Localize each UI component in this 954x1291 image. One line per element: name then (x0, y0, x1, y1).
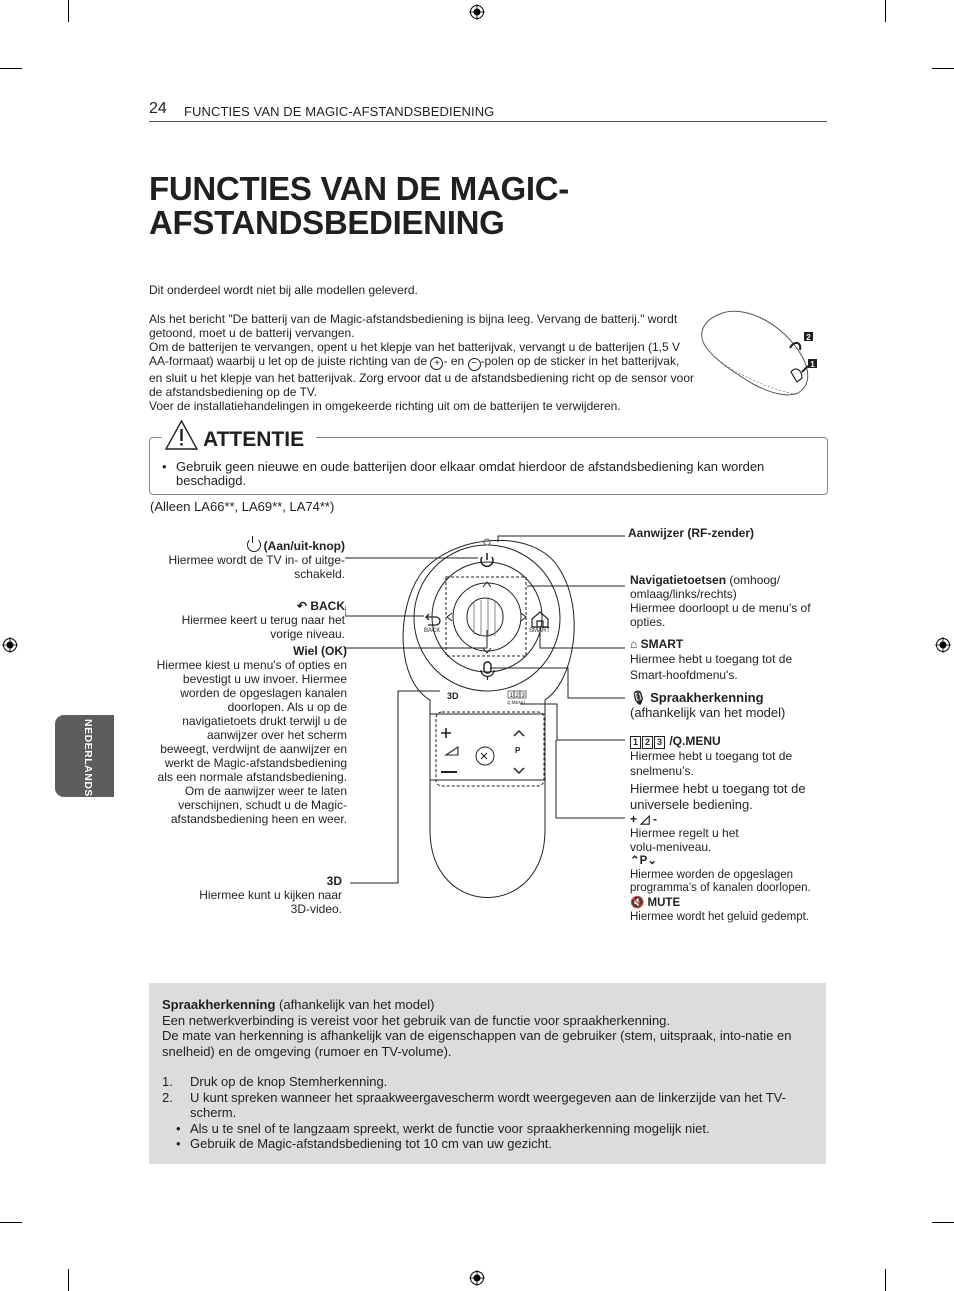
voice-callout-title: Spraakherkenning (650, 690, 764, 705)
callout-mute (630, 897, 825, 924)
volume-minus-label: - (652, 812, 657, 826)
callout-3d (150, 874, 342, 916)
intro-sentence: Om de batterijen te vervangen, opent u het klepje van het batterijvak, vervangt u de batterijen (1,5 V AA-formaat) waarbij u let op de juiste richting van de (149, 340, 680, 368)
smart-home-icon: ⌂ (630, 637, 638, 651)
callout-qmenu (630, 734, 825, 813)
power-icon (247, 538, 261, 552)
nav-callout-desc: Hiermee doorloopt u de menu’s of opties. (630, 601, 811, 629)
qmenu-callout-title: /Q.MENU (669, 734, 721, 748)
callout-program (630, 855, 825, 896)
power-icon (481, 553, 493, 566)
magic-remote-diagram (345, 528, 638, 943)
mute-button (476, 747, 494, 765)
intro-text (149, 283, 694, 413)
battery-step-label: 2 (806, 333, 811, 342)
callout-back (150, 599, 345, 641)
running-header: FUNCTIES VAN DE MAGIC-AFSTANDSBEDIENING (184, 104, 495, 119)
attention-heading (162, 417, 316, 455)
step-number: 2. (162, 1089, 173, 1105)
minus-pole-icon: − (468, 358, 481, 371)
registration-mark-icon (469, 1270, 485, 1286)
crop-mark (932, 1222, 954, 1223)
back-icon (426, 614, 440, 625)
crop-mark (885, 1269, 886, 1291)
mute-callout-desc: Hiermee wordt het geluid gedempt. (630, 910, 809, 923)
callout-lines (345, 536, 625, 883)
3d-callout-desc: Hiermee kunt u kijken naar 3D-video. (199, 888, 342, 916)
intro-sentence: Voer de installatiehandelingen in omgekeerde richting uit om de batterijen te verwijderen. (149, 399, 621, 413)
smart-callout-desc: Hiermee hebt u toegang tot de Smart-hoofdmenu's. (630, 652, 793, 682)
page-title-line: FUNCTIES VAN DE MAGIC- (149, 170, 569, 207)
pointer-window (484, 539, 490, 545)
callout-pointer (628, 526, 823, 540)
registration-mark-icon (935, 637, 951, 653)
note-step (162, 1090, 802, 1121)
attention-bullet-text: Gebruik geen nieuwe en oude batterijen door elkaar omdat hierdoor de afstandsbediening kan worden beschadigd. (176, 459, 765, 488)
wheel-grip (474, 599, 495, 637)
qmenu-digit-box: 1 (630, 736, 641, 749)
pointer-callout-title: Aanwijzer (RF-zender) (628, 526, 755, 540)
callout-wheel (150, 644, 347, 826)
callout-power (150, 538, 345, 581)
nav-callout-paren: (omhoog/ omlaag/links/rechts) (630, 573, 781, 601)
volume-up-icon (441, 728, 451, 738)
bullet-icon: • (162, 459, 167, 474)
callout-volume (630, 812, 825, 854)
microphone-icon: 🎙 (630, 690, 647, 705)
power-callout-desc: Hiermee wordt de TV in- of uitge-schakeld. (168, 553, 345, 581)
qmenu-button-label: Q.MENU (507, 700, 525, 705)
nav-callout-title: Navigatietoetsen (630, 573, 727, 587)
note-heading (162, 997, 802, 1013)
callout-smart (630, 637, 820, 683)
qmenu-digit: 2 (515, 693, 519, 699)
ok-wheel (467, 598, 503, 636)
note-line: De mate van herkenning is afhankelijk van de eigenschappen van de gebruiker (stem, uitspraak, into-natie en snelheid) en de omgeving (rumoer en TV-volume). (162, 1028, 792, 1059)
attention-title: ATTENTIE (203, 428, 305, 451)
mute-icon (481, 753, 487, 759)
bullet-icon: • (176, 1120, 181, 1136)
header-rule (149, 121, 827, 122)
note-title: Spraakherkenning (162, 997, 276, 1012)
program-callout-desc: Hiermee worden de opgeslagen programma’s of kanalen doorlopen. (630, 868, 811, 894)
note-line: Een netwerkverbinding is vereist voor het gebruik van de functie voor spraakherkenning. (162, 1012, 671, 1028)
volume-icon (446, 747, 458, 755)
mute-callout-title: MUTE (647, 897, 681, 909)
volume-plus-label: + (630, 812, 638, 826)
note-bullet (162, 1121, 802, 1137)
intro-sentence: Als het bericht "De batterij van de Magic-afstandsbediening is bijna leeg. Vervang de batterij." wordt getoond, moet u de batterij vervangen. (149, 312, 678, 340)
intro-paragraph (149, 312, 694, 413)
back-callout-desc: Hiermee keert u terug naar het vorige niveau. (181, 613, 345, 641)
microphone-icon (484, 662, 491, 673)
registration-mark-icon (2, 637, 18, 653)
qmenu-digit-box: 2 (642, 736, 653, 749)
power-callout-title: (Aan/uit-knop) (263, 539, 345, 553)
3d-callout-title: 3D (326, 874, 342, 888)
note-step (162, 1074, 802, 1090)
qmenu-digit-box: 3 (654, 736, 665, 749)
volume-callout-desc: Hiermee regelt u het volu-meniveau. (630, 826, 739, 854)
attention-bullet (162, 460, 802, 488)
warning-icon (164, 419, 199, 451)
program-callout-title: P (639, 855, 648, 867)
back-button-label: BACK (424, 628, 441, 634)
bullet-text: Gebruik de Magic-afstandsbediening tot 10 cm van uw gezicht. (190, 1136, 553, 1151)
chevron-down-icon: ⌄ (647, 855, 657, 867)
intro-paragraph: Dit onderdeel wordt niet bij alle modellen geleverd. (149, 283, 418, 297)
voice-callout-desc: (afhankelijk van het model) (630, 705, 786, 720)
bullet-icon: • (176, 1136, 181, 1151)
chevron-up-icon: ⌃ (630, 855, 640, 867)
battery-cover-illustration (698, 300, 826, 400)
note-bullet (162, 1136, 802, 1152)
intro-sentence: - en (443, 354, 468, 368)
registration-mark-icon (469, 4, 485, 20)
page-number: 24 (149, 100, 167, 117)
crop-mark (885, 0, 886, 22)
battery-step-label: 1 (810, 360, 815, 369)
smart-callout-title: SMART (640, 637, 684, 651)
callout-voice (630, 690, 825, 720)
qmenu-callout-desc: Hiermee hebt u toegang tot de universele bediening. (630, 781, 806, 812)
crop-mark (68, 0, 69, 22)
step-text: U kunt spreken wanneer het spraakweergavescherm wordt weergegeven aan de linkerzijde van het TV-scherm. (190, 1089, 786, 1120)
wheel-callout-title: Wiel (OK) (293, 644, 347, 658)
intro-sentence: -polen op de sticker in het batterijvak, en sluit u het klepje van het batterijvak. Zorg ervoor dat u de afstandsbediening richt op de sensor voor de afstandsbediening op de TV. (149, 354, 694, 399)
qmenu-digit: 3 (521, 693, 525, 699)
qmenu-digit: 1 (509, 693, 513, 699)
page-title (149, 172, 569, 240)
volume-icon: ◿ (640, 812, 650, 826)
smart-button-label: SMART (529, 628, 550, 634)
language-label: NEDERLANDS (82, 719, 94, 797)
bullet-text: Als u te snel of te langzaam spreekt, werkt de functie voor spraakherkenning mogelijk niet. (190, 1120, 710, 1136)
program-button-label: P (515, 746, 521, 755)
plus-pole-icon: + (430, 357, 443, 370)
note-title-paren: (afhankelijk van het model) (275, 997, 435, 1012)
back-callout-title: BACK (310, 599, 345, 613)
crop-mark (932, 68, 954, 69)
smart-home-icon (532, 612, 548, 627)
note-bullets (162, 1121, 802, 1152)
mute-icon: 🔇 (630, 897, 645, 909)
crop-mark (0, 1222, 22, 1223)
voice-recognition-note (149, 983, 826, 1164)
crop-mark (68, 1269, 69, 1291)
step-text: Druk op de knop Stemherkenning. (190, 1074, 388, 1089)
page-title-line: AFSTANDSBEDIENING (149, 204, 505, 241)
note-steps (162, 1074, 802, 1152)
crop-mark (0, 68, 22, 69)
remote-body-outline (403, 540, 574, 897)
models-note: (Alleen LA66**, LA69**, LA74**) (150, 499, 335, 514)
nav-key-outline (446, 577, 526, 656)
step-number: 1. (162, 1074, 173, 1089)
language-side-tab (55, 715, 114, 797)
wheel-callout-desc: Hiermee kiest u menu's of opties en bevestigt u uw invoer. Hiermee worden de opgeslagen kanalen doorlopen. Als u op de navigatietoets drukt terwijl u de aanwijzer over het scherm beweegt, verdwijnt de aanwijzer en werkt de Magic-afstandsbediening als een normale afstandsbediening. Om de aanwijzer weer te laten verschijnen, schudt u de Magic-afstandsbediening heen en weer. (156, 658, 347, 826)
3d-button-label: 3D (447, 691, 459, 701)
back-icon: ↶ (296, 599, 307, 613)
callout-navigation (630, 573, 820, 629)
qmenu-callout-desc: Hiermee hebt u toegang tot de snelmenu’s. (630, 749, 793, 778)
